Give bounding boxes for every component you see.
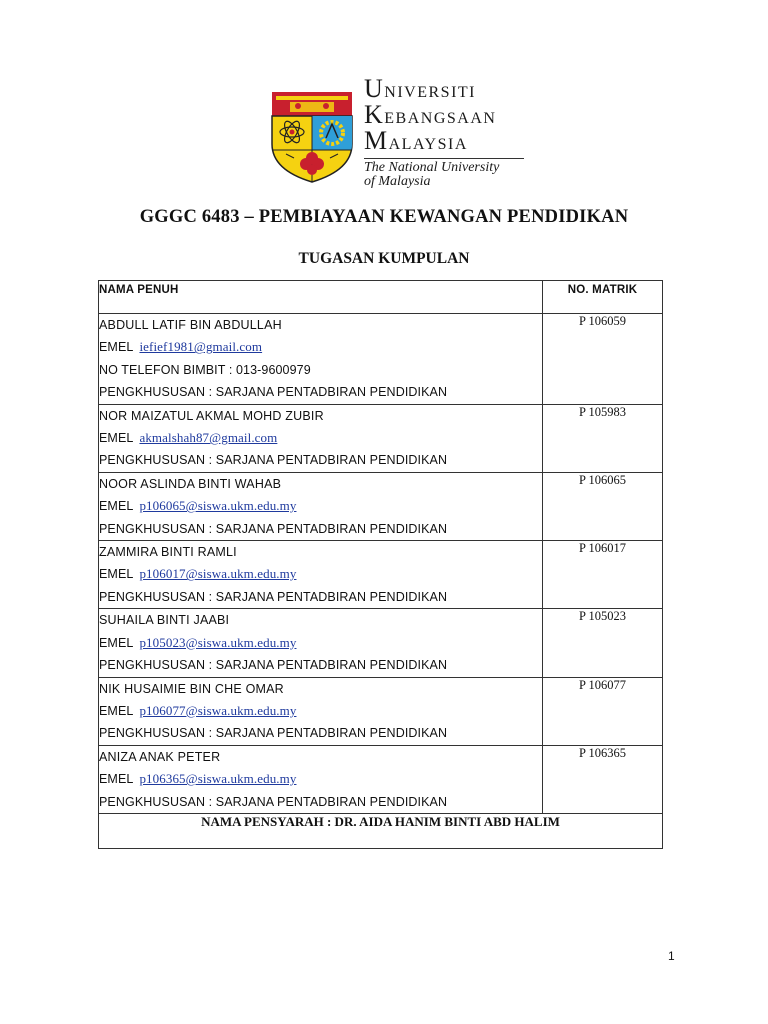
- member-matrik: P 105023: [543, 609, 663, 677]
- member-info-cell: [99, 404, 543, 472]
- member-matrik: P 106365: [543, 745, 663, 813]
- member-matrik: P 105983: [543, 404, 663, 472]
- member-matrik: P 106065: [543, 472, 663, 540]
- table-header-row: [99, 281, 663, 314]
- member-matrik: P 106077: [543, 677, 663, 745]
- member-name: SUHAILA BINTI JAABI: [99, 613, 230, 628]
- table-row: [99, 314, 663, 405]
- member-matrik: P 106059: [543, 314, 663, 405]
- member-specialisation: PENGKHUSUSAN : SARJANA PENTADBIRAN PENDIDIKAN: [99, 453, 448, 468]
- member-name: NIK HUSAIMIE BIN CHE OMAR: [99, 681, 284, 696]
- university-name-line-1-text: NIVERSITI: [384, 84, 476, 101]
- member-email-link[interactable]: p106077@siswa.ukm.edu.my: [139, 702, 297, 718]
- lecturer-cell: NAMA PENSYARAH : DR. AIDA HANIM BINTI ABD HALIM: [99, 813, 663, 848]
- member-email-link[interactable]: p106017@siswa.ukm.edu.my: [139, 566, 297, 582]
- member-email-line: [99, 563, 542, 585]
- course-title: GGGC 6483 – PEMBIAYAAN KEWANGAN PENDIDIKAN: [139, 207, 629, 227]
- member-info-cell: [99, 472, 543, 540]
- member-name: ZAMMIRA BINTI RAMLI: [99, 545, 237, 560]
- member-name: ANIZA ANAK PETER: [99, 749, 221, 764]
- member-info-cell: [99, 745, 543, 813]
- university-name-line-2: KEBANGSAAN: [364, 100, 497, 129]
- member-info-cell: [99, 314, 543, 405]
- member-email-line: [99, 700, 542, 722]
- university-crest-icon: [268, 86, 356, 184]
- wordmark-rule: [364, 158, 524, 159]
- member-email-line: [99, 336, 542, 358]
- university-name-line-3-text: ALAYSIA: [388, 136, 468, 153]
- email-label: EMEL: [99, 635, 134, 650]
- member-name: ABDULL LATIF BIN ABDULLAH: [99, 318, 282, 332]
- page-number: 1: [668, 949, 675, 963]
- member-name: NOR MAIZATUL AKMAL MOHD ZUBIR: [99, 408, 324, 423]
- email-label: EMEL: [99, 431, 134, 446]
- table-row: [99, 745, 663, 813]
- university-name-line-1: UNIVERSITI: [364, 74, 476, 103]
- header-name-label: NAMA PENUH: [99, 284, 179, 296]
- member-specialisation: PENGKHUSUSAN : SARJANA PENTADBIRAN PENDIDIKAN: [99, 794, 448, 809]
- member-matrik: P 106017: [543, 541, 663, 609]
- member-email-line: [99, 632, 542, 654]
- header-name-cell: [99, 281, 543, 314]
- member-email-line: [99, 495, 542, 517]
- member-info-cell: [99, 541, 543, 609]
- member-specialisation: PENGKHUSUSAN : SARJANA PENTADBIRAN PENDIDIKAN: [99, 521, 448, 536]
- email-label: EMEL: [99, 567, 134, 582]
- table-row: [99, 677, 663, 745]
- member-email-link[interactable]: akmalshah87@gmail.com: [139, 430, 278, 446]
- table-row: [99, 541, 663, 609]
- member-specialisation: PENGKHUSUSAN : SARJANA PENTADBIRAN PENDIDIKAN: [99, 658, 448, 673]
- university-name-line-2-text: EBANGSAAN: [384, 110, 497, 127]
- email-label: EMEL: [99, 340, 134, 355]
- email-label: EMEL: [99, 772, 134, 787]
- member-specialisation: PENGKHUSUSAN : SARJANA PENTADBIRAN PENDIDIKAN: [99, 589, 448, 604]
- member-name: NOOR ASLINDA BINTI WAHAB: [99, 476, 282, 491]
- lecturer-row: [99, 813, 663, 848]
- header-matrik-label: NO. MATRIK: [567, 284, 638, 296]
- member-email-link[interactable]: iefief1981@gmail.com: [139, 339, 263, 355]
- member-email-link[interactable]: p106065@siswa.ukm.edu.my: [139, 498, 297, 514]
- university-wordmark: [364, 74, 524, 189]
- member-info-cell: [99, 609, 543, 677]
- table-row: [99, 404, 663, 472]
- member-info-cell: [99, 677, 543, 745]
- university-logo: [268, 74, 528, 189]
- table-row: [99, 472, 663, 540]
- member-specialisation: PENGKHUSUSAN : SARJANA PENTADBIRAN PENDIDIKAN: [99, 385, 448, 400]
- member-email-line: [99, 427, 542, 449]
- email-label: EMEL: [99, 703, 134, 718]
- member-email-link[interactable]: p106365@siswa.ukm.edu.my: [139, 771, 297, 787]
- member-specialisation: PENGKHUSUSAN : SARJANA PENTADBIRAN PENDIDIKAN: [99, 726, 448, 741]
- header-matrik-cell: [543, 281, 663, 314]
- university-english-line-1: The National University: [364, 160, 500, 175]
- university-name-line-3: MALAYSIA: [364, 126, 468, 155]
- member-phone: NO TELEFON BIMBIT : 013-9600979: [99, 362, 311, 377]
- group-members-table: [98, 280, 663, 849]
- member-email-link[interactable]: p105023@siswa.ukm.edu.my: [139, 634, 297, 650]
- university-english-line-2: of Malaysia: [364, 174, 431, 189]
- document-type-heading: TUGASAN KUMPULAN: [298, 250, 470, 267]
- table-row: [99, 609, 663, 677]
- member-email-line: [99, 768, 542, 790]
- email-label: EMEL: [99, 499, 134, 514]
